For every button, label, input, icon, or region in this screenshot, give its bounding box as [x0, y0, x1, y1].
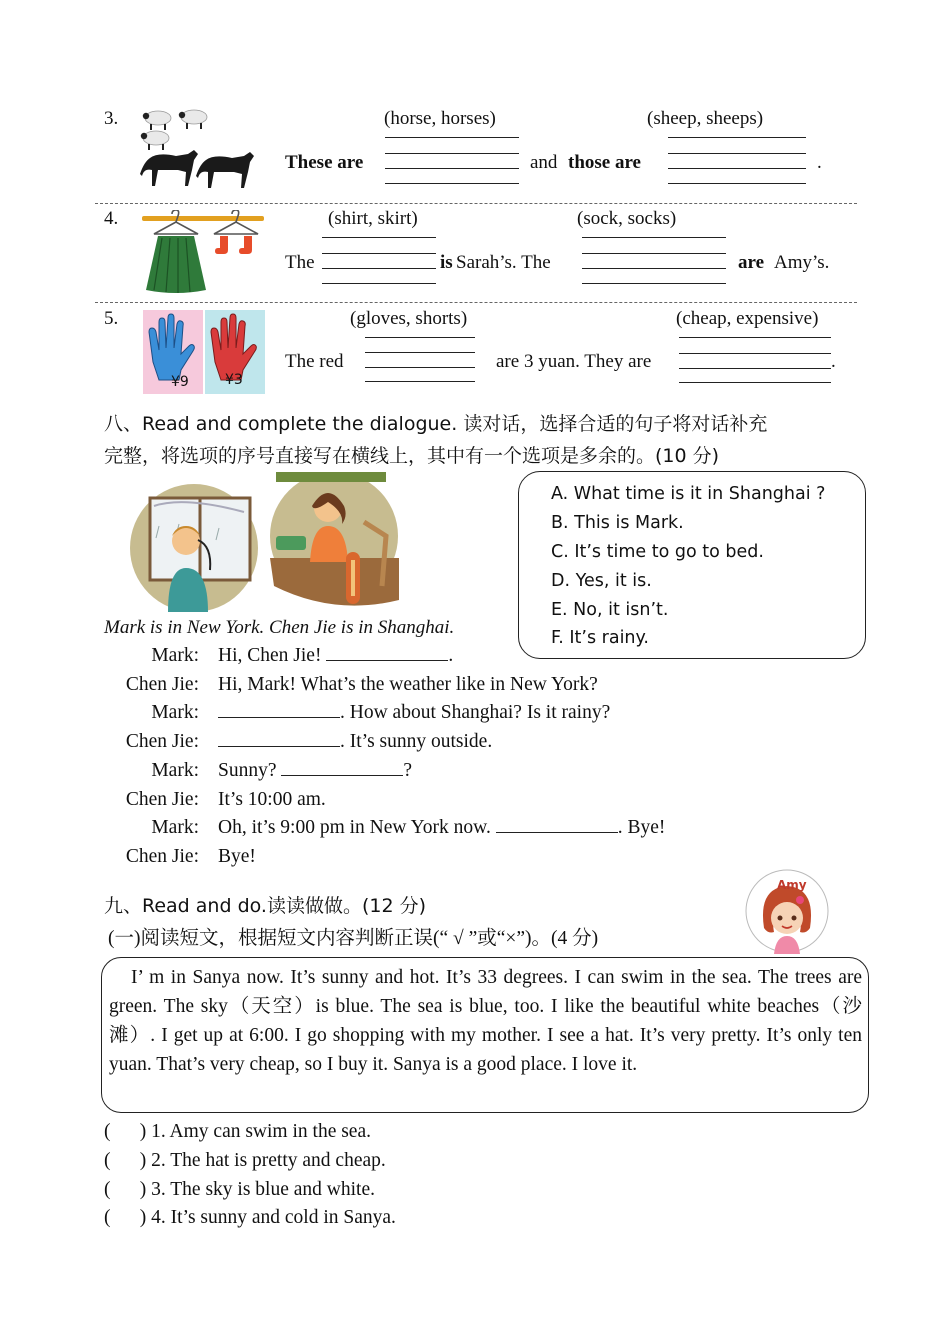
divider: [95, 302, 857, 303]
q3-and: and: [530, 152, 558, 173]
q5-rule: [365, 337, 475, 338]
q5-answer-blank-1[interactable]: [365, 352, 475, 353]
dialogue-line: [218, 702, 610, 724]
q5-number: 5.: [104, 308, 119, 329]
price-tag-9: ¥9: [171, 374, 189, 390]
reading-passage: I’ m in Sanya now. It’s sunny and hot. It’s 33 degrees. I can swim in the sea. The trees are green. The sky（天空）is blue. The sea is blue, too. I like the beautiful white beaches（沙滩）. I get up at 6:00. I go shopping with my mother. I see a hat. It’s very pretty. It’s only ten yuan. That’s very cheap, so I buy it. Sanya is a good place. I love it.: [109, 967, 862, 1075]
q4-choice-shirt: (shirt, skirt): [328, 208, 418, 229]
horse-icon: [140, 150, 254, 188]
amy-avatar: [744, 868, 830, 954]
amy-label: Amy: [777, 878, 807, 892]
dialogue-text: . It’s sunny outside.: [340, 731, 493, 752]
q3-answer-blank-1[interactable]: [385, 183, 519, 184]
dialogue-text: ?: [403, 760, 413, 781]
dialogue-line: [218, 846, 256, 868]
q3-these-are: These are: [285, 152, 364, 173]
q5-answer-blank-2[interactable]: [679, 353, 831, 354]
q3-rule: [668, 137, 806, 138]
q3-rule: [385, 137, 519, 138]
q5-answer-blank-2[interactable]: [679, 368, 831, 369]
blue-glove-icon: [149, 314, 194, 380]
q5-the-red: The red: [285, 351, 344, 372]
q4-is: is: [440, 252, 453, 273]
dialogue-text: Oh, it’s 9:00 pm in New York now.: [218, 817, 496, 838]
dialogue-speaker: Mark:: [151, 817, 199, 838]
judge-item-1[interactable]: ( ) 1. Amy can swim in the sea.: [104, 1121, 371, 1142]
dialogue-speaker: Chen Jie:: [125, 846, 199, 867]
q5-period: .: [831, 351, 836, 372]
q4-answer-blank-1[interactable]: [322, 283, 436, 284]
section8-heading-cont: 完整，将选项的序号直接写在横线上，其中有一个选项是多余的。(10 分): [104, 445, 720, 467]
q5-rule: [679, 337, 831, 338]
dialogue-line: [218, 760, 412, 782]
q4-answer-blank-2[interactable]: [582, 283, 726, 284]
q3-answer-blank-1[interactable]: [385, 168, 519, 169]
dialogue-text: .: [448, 645, 454, 666]
q3-answer-blank-1[interactable]: [385, 153, 519, 154]
dialogue-answer-blank[interactable]: [281, 760, 403, 776]
q3-answer-blank-2[interactable]: [668, 183, 806, 184]
option-a: A. What time is it in Shanghai ?: [551, 484, 826, 504]
q4-answer-blank-2[interactable]: [582, 268, 726, 269]
q4-are: are: [738, 252, 765, 273]
price-tag-3: ¥3: [225, 372, 243, 388]
dialogue-text: . How about Shanghai? Is it rainy?: [340, 702, 611, 723]
q4-rule: [582, 237, 726, 238]
q3-choice-sheep: (sheep, sheeps): [647, 108, 764, 129]
red-glove-icon: [211, 314, 256, 380]
dialogue-text: It’s 10:00 am.: [218, 789, 326, 810]
option-e: E. No, it isn’t.: [551, 600, 669, 620]
gloves-picture: [143, 310, 265, 394]
dialogue-speaker: Mark:: [151, 760, 199, 781]
judge-item-4[interactable]: ( ) 4. It’s sunny and cold in Sanya.: [104, 1207, 396, 1228]
q4-answer-blank-1[interactable]: [322, 268, 436, 269]
q4-answer-blank-2[interactable]: [582, 253, 726, 254]
section9-subheading: (一)阅读短文，根据短文内容判断正误(“ √ ”或“×”)。(4 分): [108, 928, 599, 949]
q5-are-3-yuan: are 3 yuan. They are: [496, 351, 652, 372]
dialogue-answer-blank[interactable]: [218, 731, 340, 747]
options-box: [518, 471, 866, 659]
section8-heading: 八、Read and complete the dialogue. 读对话，选择合适的句子将对话补充: [104, 413, 768, 435]
section9-heading: 九、Read and do.读读做做。(12 分): [104, 895, 426, 917]
dialogue-line: [218, 645, 453, 667]
q3-answer-blank-2[interactable]: [668, 168, 806, 169]
sheep-icon: [143, 110, 207, 145]
q5-choice-gloves: (gloves, shorts): [350, 308, 468, 329]
dialogue-line: [218, 674, 598, 696]
q4-amys: Amy’s.: [774, 252, 830, 273]
dialogue-text: Bye!: [218, 846, 256, 867]
dialogue-answer-blank[interactable]: [218, 702, 340, 718]
dialogue-caption: Mark is in New York. Chen Jie is in Shanghai.: [104, 617, 455, 638]
q5-answer-blank-2[interactable]: [679, 382, 831, 383]
phone-call-picture: [124, 466, 399, 614]
dialogue-text: . Bye!: [617, 817, 666, 838]
q3-answer-blank-2[interactable]: [668, 153, 806, 154]
q5-answer-blank-1[interactable]: [365, 381, 475, 382]
divider: [95, 203, 857, 204]
dialogue-speaker: Chen Jie:: [125, 731, 199, 752]
dialogue-line: [218, 789, 326, 811]
reading-passage-box: [101, 957, 869, 1113]
dialogue-speaker: Chen Jie:: [125, 789, 199, 810]
q4-number: 4.: [104, 208, 119, 229]
dialogue-text: Hi, Mark! What’s the weather like in New York?: [218, 674, 598, 695]
q5-choice-cheap: (cheap, expensive): [676, 308, 819, 329]
q4-the: The: [285, 252, 315, 273]
skirt-and-socks-picture: [140, 210, 266, 296]
dialogue-speaker: Mark:: [151, 702, 199, 723]
dialogue-speaker: Chen Jie:: [125, 674, 199, 695]
dialogue-speaker: Mark:: [151, 645, 199, 666]
dialogue-line: [218, 817, 665, 839]
judge-item-3[interactable]: ( ) 3. The sky is blue and white.: [104, 1179, 375, 1200]
judge-item-2[interactable]: ( ) 2. The hat is pretty and cheap.: [104, 1150, 386, 1171]
q5-answer-blank-1[interactable]: [365, 367, 475, 368]
dialogue-answer-blank[interactable]: [496, 817, 618, 833]
q3-choice-horse: (horse, horses): [384, 108, 496, 129]
sock-icon: [215, 236, 252, 254]
dialogue-text: Sunny?: [218, 760, 282, 781]
option-b: B. This is Mark.: [551, 513, 684, 533]
dialogue-answer-blank[interactable]: [326, 645, 448, 661]
dialogue-line: [218, 731, 492, 753]
option-d: D. Yes, it is.: [551, 571, 652, 591]
q4-rule: [322, 237, 436, 238]
q3-period: .: [817, 152, 822, 173]
q4-choice-sock: (sock, socks): [577, 208, 677, 229]
sheep-and-horses-picture: [136, 104, 262, 190]
dialogue-text: Hi, Chen Jie!: [218, 645, 327, 666]
q4-sarahs: Sarah’s. The: [456, 252, 551, 273]
q3-number: 3.: [104, 108, 119, 129]
option-f: F. It’s rainy.: [551, 628, 649, 648]
q3-those-are: those are: [568, 152, 641, 173]
q4-answer-blank-1[interactable]: [322, 253, 436, 254]
option-c: C. It’s time to go to bed.: [551, 542, 764, 562]
